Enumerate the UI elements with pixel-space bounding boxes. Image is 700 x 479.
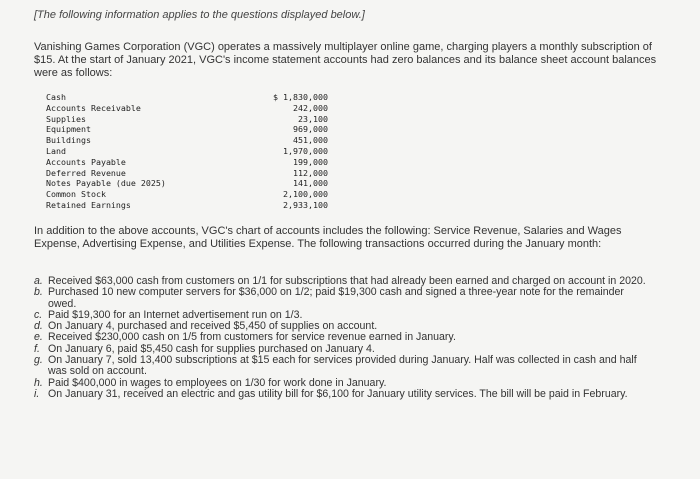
transaction-text: On January 6, paid $5,450 cash for supplies purchased on January 4. <box>48 342 375 355</box>
transaction-text: Received $63,000 cash from customers on 1/1 for subscriptions that had already been earned and charged on account in 2020. <box>48 275 646 287</box>
balance-account-name: Cash <box>46 92 66 102</box>
header-note: [The following information applies to the questions displayed below.] <box>34 9 365 21</box>
balance-account-name: Accounts Payable <box>46 156 126 167</box>
balance-amount: 23,100 <box>298 113 328 124</box>
transaction-item <box>34 389 654 400</box>
balance-account-name: Retained Earnings <box>46 199 131 210</box>
chart-of-accounts-paragraph: In addition to the above accounts, VGC's chart of accounts includes the following: Service Revenue, Salaries and Wages Expense, Advertising Expense, and Utilities Expense. The following transactions occurred during the January month: <box>34 225 622 250</box>
balance-row <box>46 103 328 114</box>
balance-amount: 112,000 <box>293 167 328 178</box>
balance-row <box>46 168 328 179</box>
balance-account-name: Equipment <box>46 124 91 135</box>
balance-amount: $ 1,830,000 <box>273 92 328 102</box>
balance-amount: 141,000 <box>293 178 328 189</box>
transaction-list <box>34 276 654 400</box>
balance-row <box>46 189 328 200</box>
transaction-letter: i. <box>34 387 40 400</box>
transaction-letter: f. <box>34 342 40 355</box>
balance-row <box>46 135 328 146</box>
balance-amount: 2,933,100 <box>283 199 328 210</box>
balance-row <box>46 114 328 125</box>
balance-account-name: Land <box>46 145 66 156</box>
transaction-letter: d. <box>34 320 43 333</box>
transaction-item <box>34 355 654 378</box>
balance-amount: 242,000 <box>293 102 328 113</box>
balance-row <box>46 146 328 157</box>
transaction-letter: e. <box>34 331 43 344</box>
transaction-item <box>34 287 654 310</box>
intro-paragraph: Vanishing Games Corporation (VGC) operates a massively multiplayer online game, charging players a monthly subscription of $15. At the start of January 2021, VGC's income statement accounts had zero balances and its balance sheet account balances were as follows: <box>34 41 657 79</box>
balance-amount: 969,000 <box>293 124 328 135</box>
balance-amount: 451,000 <box>293 135 328 146</box>
transaction-letter: g. <box>34 354 43 367</box>
balance-row <box>46 200 328 211</box>
balance-account-name: Notes Payable (due 2025) <box>46 178 166 189</box>
balance-account-name: Common Stock <box>46 189 106 200</box>
balance-amount: 2,100,000 <box>283 189 328 200</box>
transaction-text: Received $230,000 cash on 1/5 from customers for service revenue earned in January. <box>48 331 456 344</box>
transaction-text: On January 7, sold 13,400 subscriptions at $15 each for services provided during January. Half was collected in cash and half was sold on account. <box>48 354 637 378</box>
transaction-text: On January 4, purchased and received $5,450 of supplies on account. <box>48 320 378 333</box>
balance-amount: 1,970,000 <box>283 145 328 156</box>
balance-row <box>46 157 328 168</box>
balance-account-name: Deferred Revenue <box>46 167 126 178</box>
transaction-text: On January 31, received an electric and gas utility bill for $6,100 for January utility services. The bill will be paid in February. <box>48 387 628 400</box>
transaction-text: Paid $400,000 in wages to employees on 1/30 for work done in January. <box>48 376 387 389</box>
balance-account-name: Supplies <box>46 113 86 124</box>
balance-account-name: Buildings <box>46 135 91 146</box>
transaction-letter: a. <box>34 275 43 287</box>
balance-row <box>46 178 328 189</box>
transaction-text: Paid $19,300 for an Internet advertisement run on 1/3. <box>48 308 303 321</box>
transaction-text: Purchased 10 new computer servers for $36,000 on 1/2; paid $19,300 cash and signed a three-year note for the remainder owed. <box>48 286 624 310</box>
balance-table <box>46 92 328 211</box>
balance-row <box>46 92 328 103</box>
balance-row <box>46 124 328 135</box>
balance-account-name: Accounts Receivable <box>46 102 141 113</box>
transaction-letter: b. <box>34 286 43 299</box>
transaction-letter: c. <box>34 308 43 321</box>
transaction-letter: h. <box>34 376 43 389</box>
balance-amount: 199,000 <box>293 156 328 167</box>
